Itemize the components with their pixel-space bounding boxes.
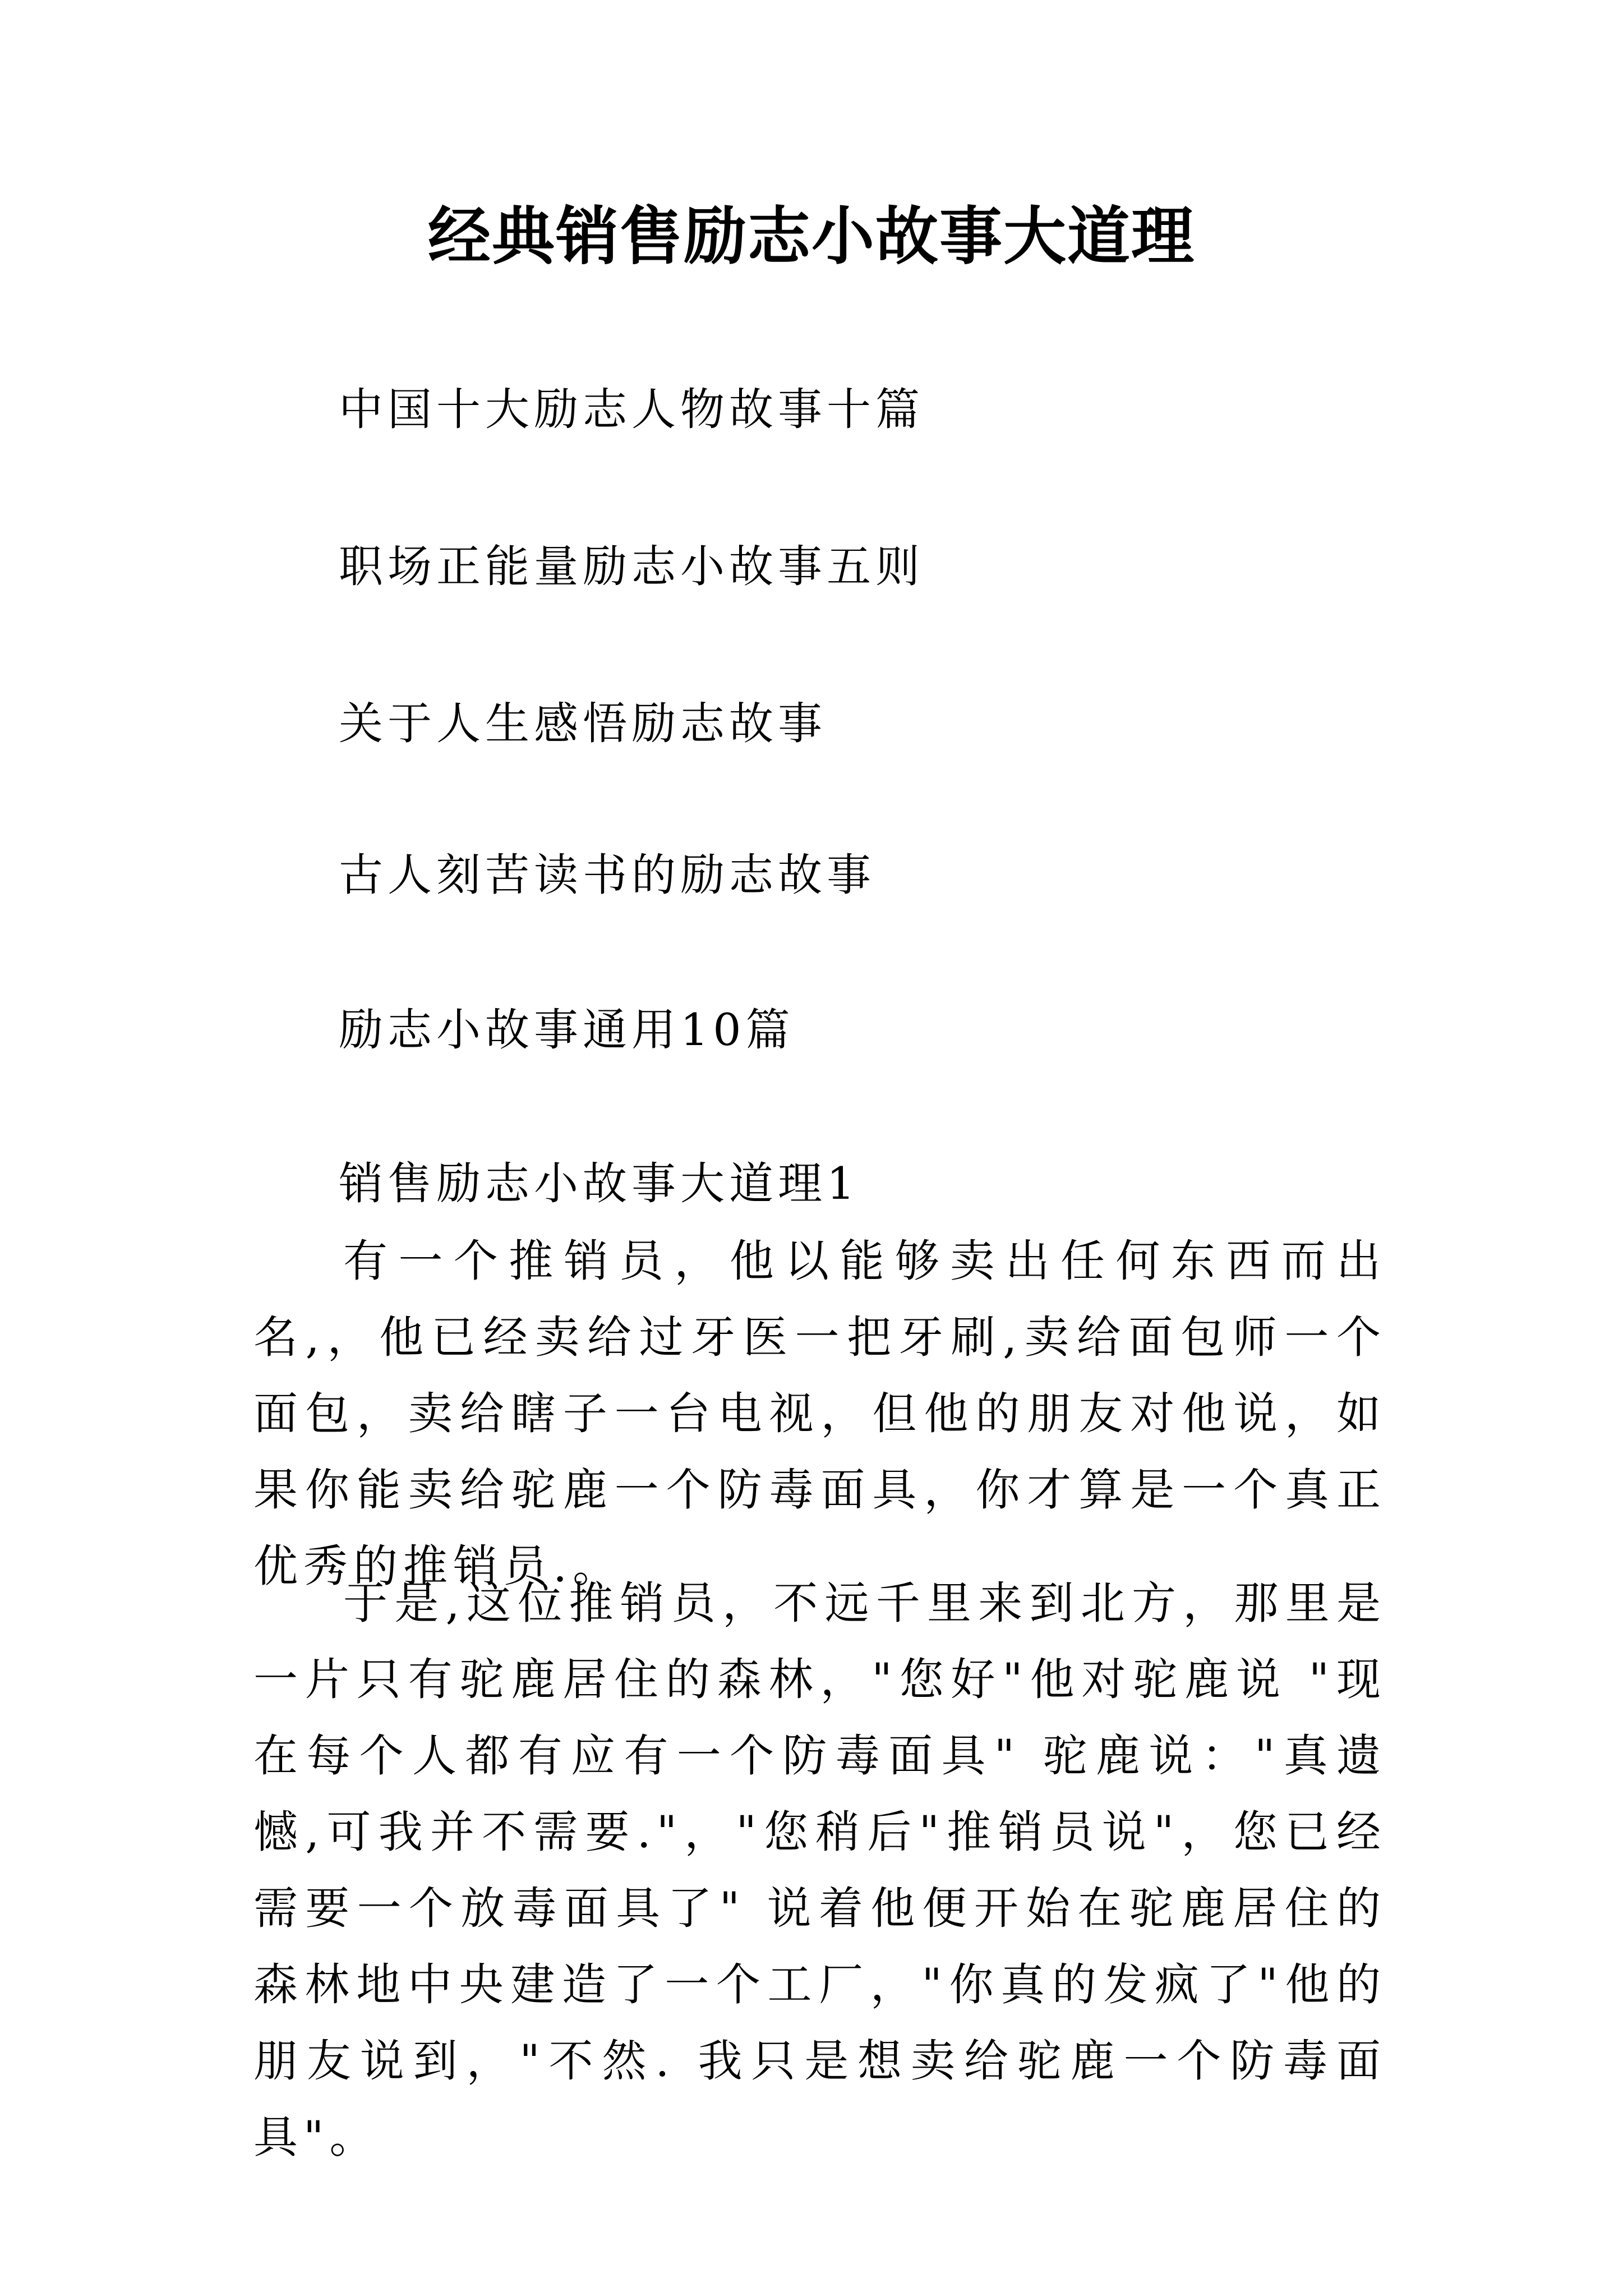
section-heading: 销售励志小故事大道理1 (339, 1158, 860, 1209)
body-paragraph: 有一个推销员，他以能够卖出任何东西而出名,，他已经卖给过牙医一把牙刷,卖给面包师一个面包，卖给瞎子一台电视，但他的朋友对他说，如果你能卖给驼鹿一个防毒面具，你才算是一个真正优秀的推销员.。 (253, 1235, 1386, 1592)
body-paragraph: 于是,这位推销员，不远千里来到北方，那里是一片只有驼鹿居住的森林，"您好"他对驼鹿说 "现在每个人都有应有一个防毒面具" 驼鹿说："真遗憾,可我并不需要."，"您稍后"推销员说"，您已经需要一个放毒面具了" 说着他便开始在驼鹿居住的森林地中央建造了一个工厂，"你真的发疯了"他的朋友说到，"不然. 我只是想卖给驼鹿一个防毒面具"。 (253, 1577, 1386, 2163)
toc-item: 中国十大励志人物故事十篇 (339, 384, 924, 435)
toc-item: 职场正能量励志小故事五则 (339, 541, 924, 592)
document-title: 经典销售励志小故事大道理 (428, 200, 1195, 273)
toc-item: 励志小故事通用10篇 (339, 1004, 795, 1056)
toc-item: 关于人生感悟励志故事 (339, 698, 827, 749)
toc-item: 古人刻苦读书的励志故事 (339, 849, 875, 901)
